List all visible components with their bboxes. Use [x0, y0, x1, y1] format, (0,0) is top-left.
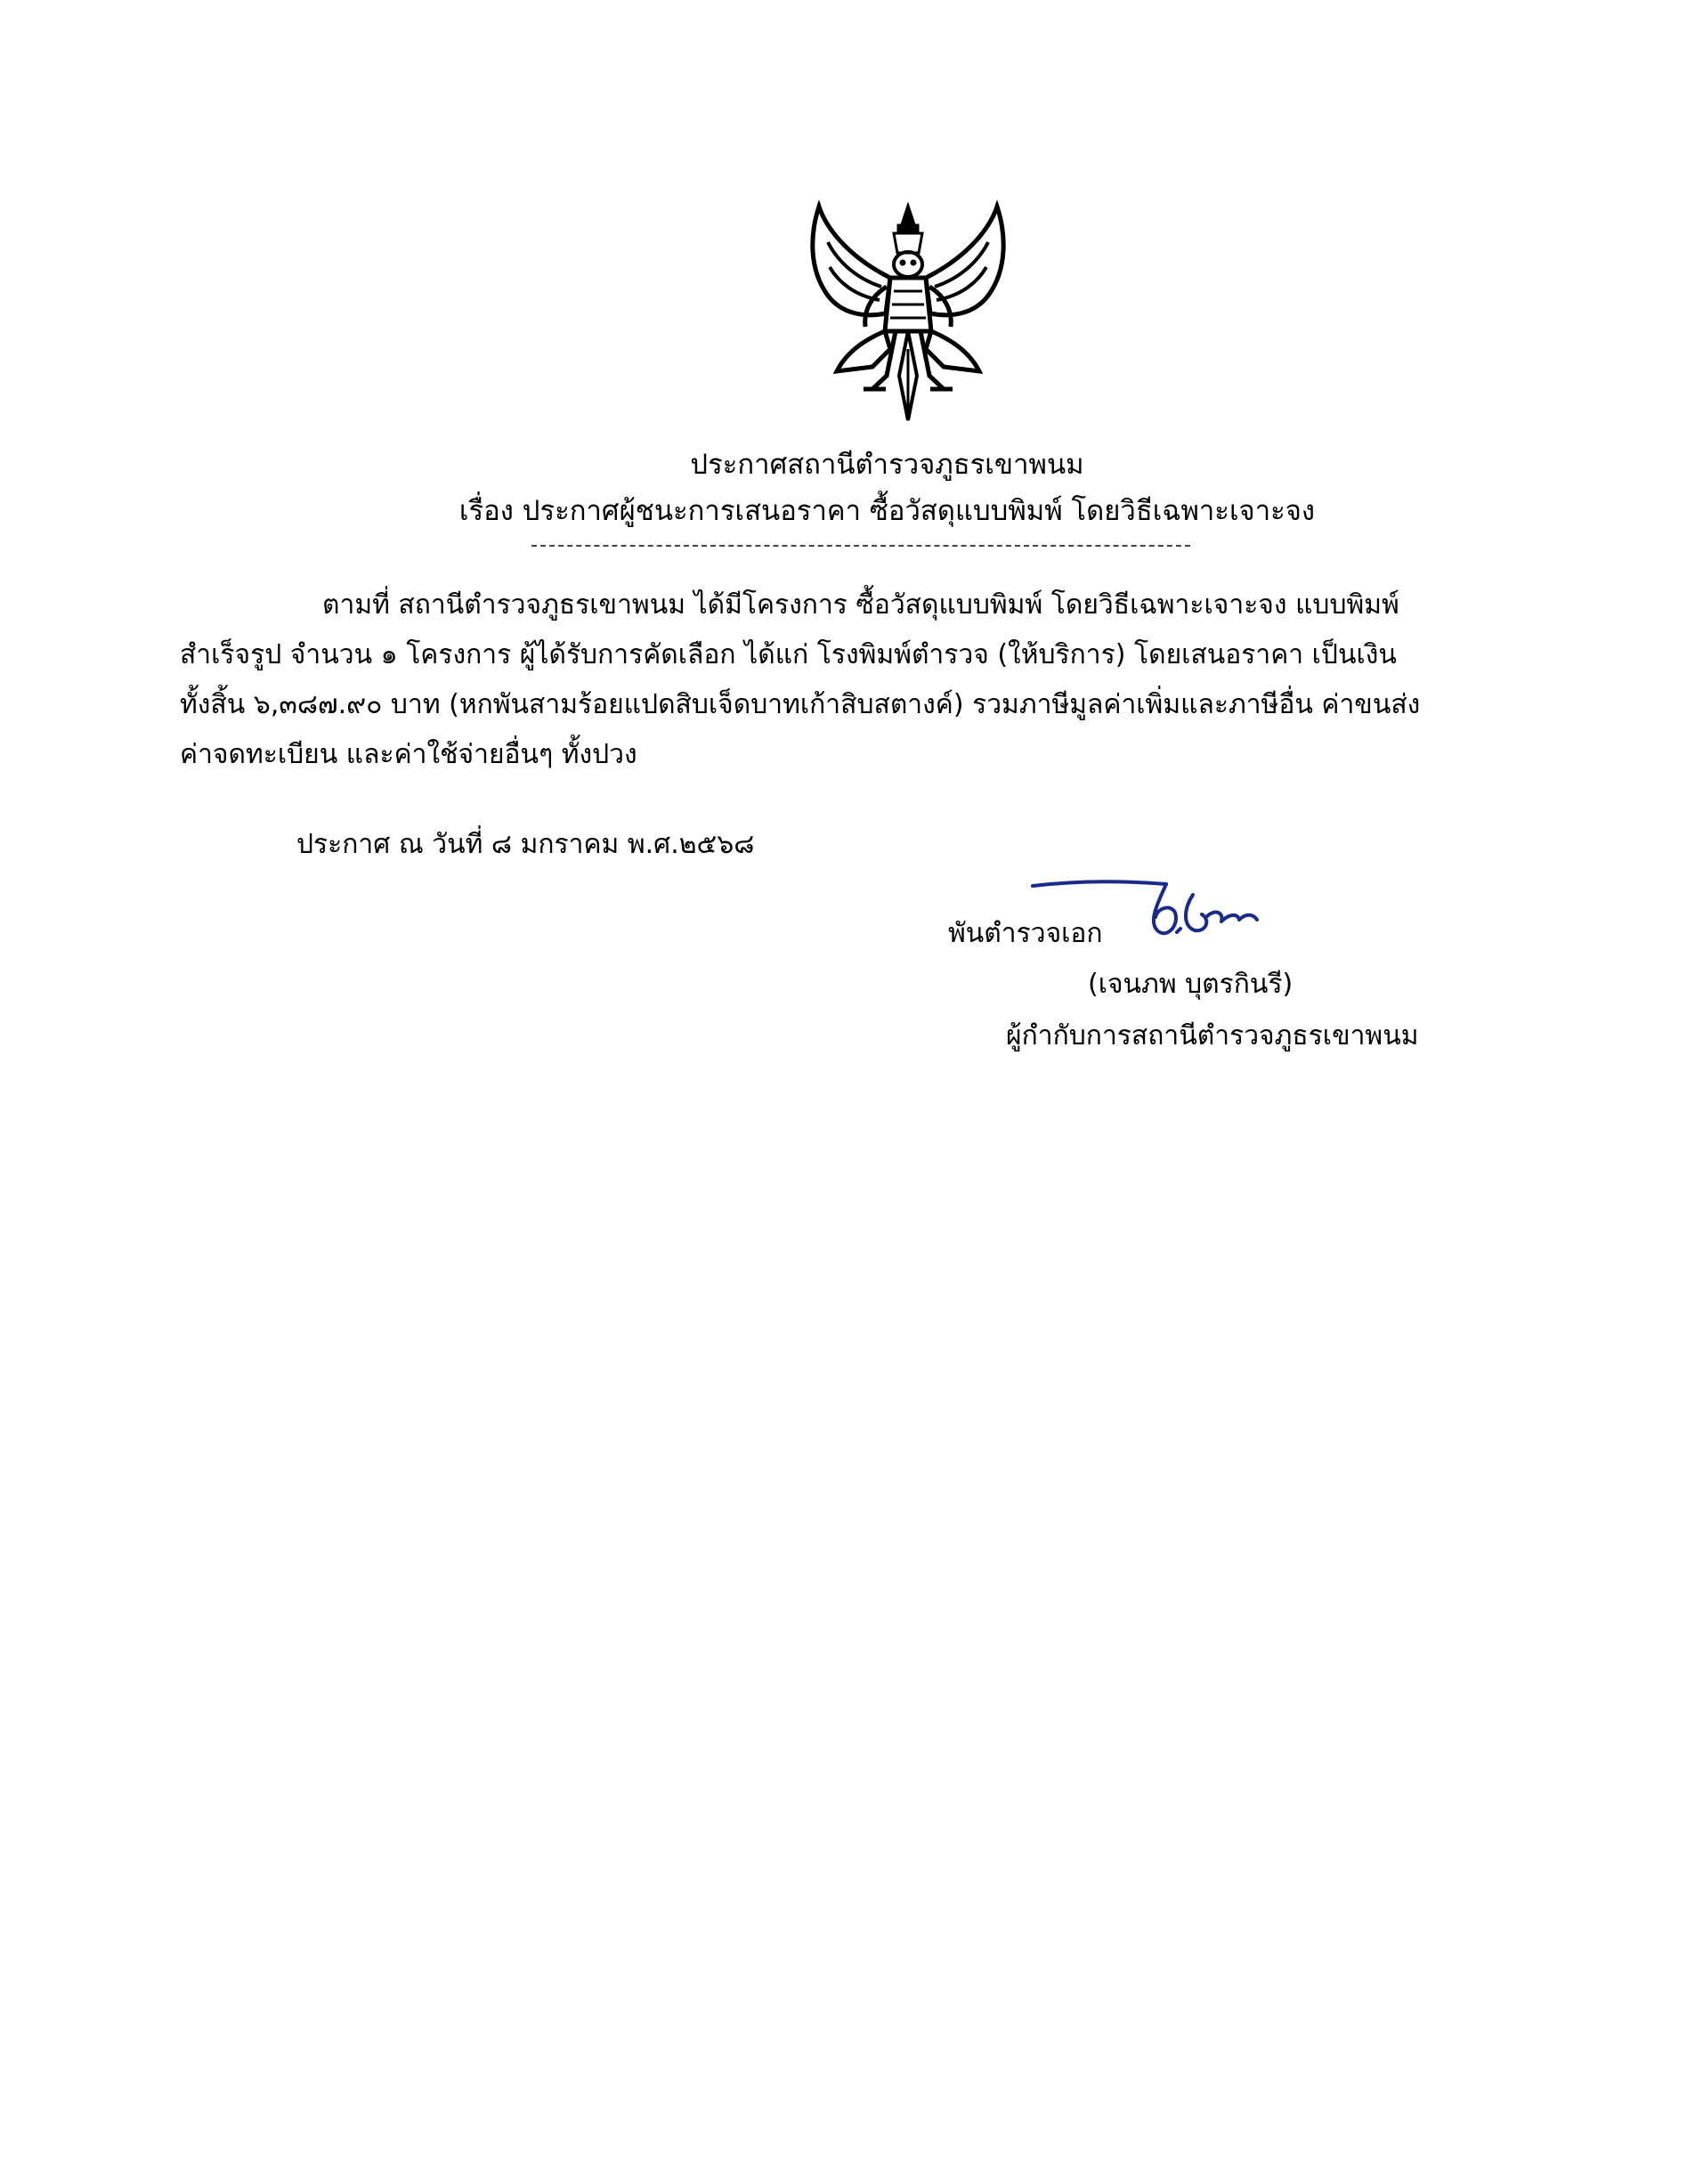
- announcement-date: ประกาศ ณ วันที่ ๘ มกราคม พ.ศ.๒๕๖๘: [296, 829, 755, 860]
- body-line-1: ตามที่ สถานีตำรวจภูธรเขาพนม ได้มีโครงการ ซื้อวัสดุแบบพิมพ์ โดยวิธีเฉพาะเจาะจง แบบพิมพ์: [322, 589, 1399, 621]
- handwritten-signature: [1024, 877, 1273, 957]
- body-line-3: ทั้งสิ้น ๖,๓๘๗.๙๐ บาท (หกพันสามร้อยแปดสิบเจ็ดบาทเก้าสิบสตางค์) รวมภาษีมูลค่าเพิ่มและภาษีอื่น ค่าขนส่ง: [180, 689, 1421, 720]
- garuda-emblem-icon: [801, 198, 1015, 429]
- body-line-4: ค่าจดทะเบียน และค่าใช้จ่ายอื่นๆ ทั้งปวง: [180, 739, 637, 770]
- signer-name: (เจนภพ บุตรกินรี): [1088, 969, 1293, 1000]
- body-paragraph: [180, 581, 1471, 780]
- signer-position: ผู้กำกับการสถานีตำรวจภูธรเขาพนม: [1006, 1020, 1419, 1051]
- signer-rank: พันตำรวจเอก: [948, 918, 1103, 949]
- title-divider: [531, 545, 1190, 547]
- body-line-2: สำเร็จรูป จำนวน ๑ โครงการ ผู้ได้รับการคัดเลือก ได้แก่ โรงพิมพ์ตำรวจ (ให้บริการ) โดยเสนอราคา เป็นเงิน: [180, 639, 1397, 670]
- announcement-subject: เรื่อง ประกาศผู้ชนะการเสนอราคา ซื้อวัสดุแบบพิมพ์ โดยวิธีเฉพาะเจาะจง: [458, 495, 1316, 527]
- announcement-title: ประกาศสถานีตำรวจภูธรเขาพนม: [690, 449, 1084, 481]
